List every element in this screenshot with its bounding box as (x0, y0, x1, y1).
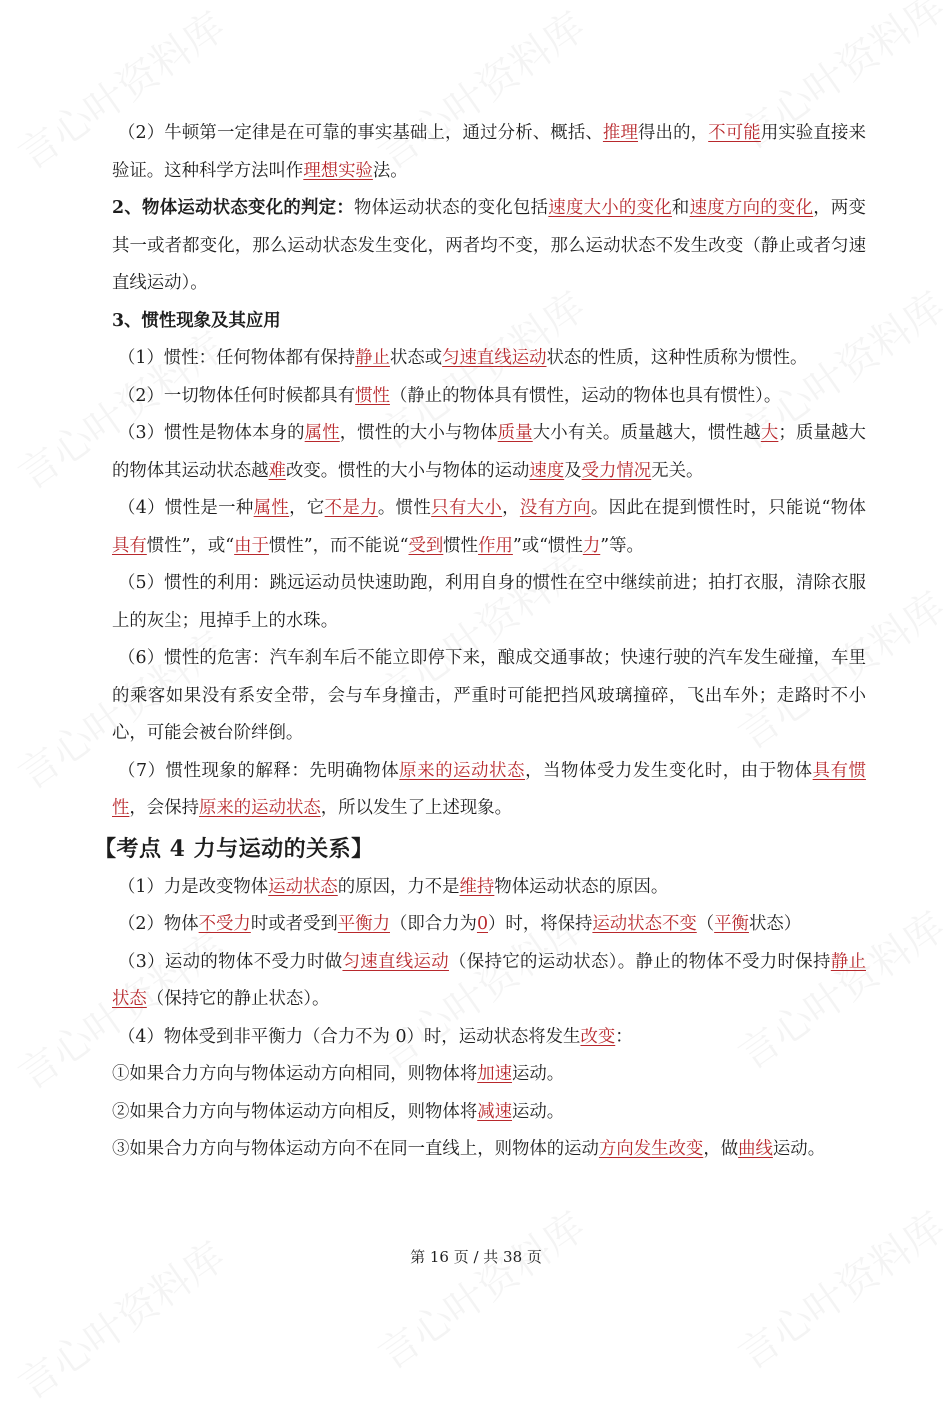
key-term: 不受力 (198, 914, 251, 934)
paragraph (112, 378, 866, 416)
text-run: ）时，将保持 (488, 914, 593, 934)
text-run: （2）物体 (118, 914, 199, 934)
text-run: 和 (671, 198, 690, 218)
key-term: 受力情况 (581, 460, 652, 481)
key-term: 具有惯性 (112, 760, 866, 818)
text-run: 。惯性 (377, 498, 432, 518)
paragraph (112, 190, 866, 303)
key-term: 速度大小的变化 (548, 198, 672, 218)
paragraph (112, 565, 866, 640)
text-run: ，做 (703, 1139, 739, 1159)
paragraph (112, 115, 866, 190)
section-heading (94, 834, 866, 864)
paragraph (112, 1056, 866, 1094)
text-run: 大小有关。质量越大，惯性越 (532, 423, 761, 443)
text-run: 运动。 (772, 1139, 826, 1159)
text-run: （保持它的运动状态）。静止的物体不受力时保持 (448, 951, 831, 972)
key-term: 速度 (529, 460, 565, 481)
watermark-text (365, 1196, 594, 1380)
text-run: 状态或 (389, 348, 443, 368)
key-term: 难 (268, 460, 286, 481)
text-run: 【考点 4 力与运动的关系】 (94, 835, 374, 862)
text-run: 3、惯性现象及其应用 (112, 310, 281, 331)
key-term: 平衡 (714, 914, 749, 934)
key-term: 匀速直线运动 (442, 348, 547, 368)
watermark-text (725, 1196, 952, 1380)
text-run: ，惯性的大小与物体 (339, 423, 498, 443)
key-term: 受到 (408, 535, 444, 556)
text-run: ，会保持 (129, 798, 199, 818)
key-term: 属性 (253, 498, 290, 518)
text-run: 状态的性质，这种性质称为惯性。 (546, 348, 808, 368)
text-run: ②如果合力方向与物体运动方向相反，则物体将 (112, 1101, 478, 1122)
key-term: 具有 (112, 535, 147, 556)
key-term: 维持 (459, 876, 495, 897)
paragraph (112, 906, 866, 944)
text-run: ，所以发生了上述现象。 (320, 798, 513, 818)
text-run: ， (502, 498, 520, 518)
key-term: 惯性 (355, 385, 390, 406)
text-run: 得出的， (638, 123, 709, 143)
paragraph (112, 340, 866, 378)
text-run: ③如果合力方向与物体运动方向不在同一直线上，则物体的运动 (112, 1139, 599, 1159)
text-run: 。因此在提到惯性时，只能说“物体 (590, 498, 866, 518)
text-run: 无关。 (651, 460, 704, 481)
text-run: 改变。惯性的大小与物体的运动 (285, 460, 530, 481)
key-term: 不可能 (708, 123, 761, 143)
key-term: 静止 (355, 348, 390, 368)
paragraph (112, 415, 866, 490)
text-run: ①如果合力方向与物体运动方向相同，则物体将 (112, 1064, 478, 1084)
text-run: （保持它的静止状态）。 (146, 989, 330, 1009)
text-run: （5）惯性的利用：跳远运动员快速助跑，利用自身的惯性在空中继续前进；拍打衣服，清除衣服上的灰尘；甩掉手上的水珠。 (112, 573, 866, 631)
key-term: 理想实验 (303, 160, 373, 181)
key-term: 静止状态 (112, 951, 866, 1009)
text-run: ，它 (289, 498, 325, 518)
text-run: （2）一切物体任何时候都具有 (118, 385, 356, 406)
text-run: ”等。 (600, 535, 644, 556)
text-run: 及 (564, 460, 582, 481)
paragraph (112, 1094, 866, 1132)
text-run: 的原因，力不是 (337, 876, 460, 897)
key-term: 推理 (602, 123, 639, 143)
key-term: 匀速直线运动 (342, 951, 449, 972)
key-term: 运动状态 (268, 876, 338, 897)
text-run: 时或者受到 (250, 914, 338, 934)
key-term: 质量 (497, 423, 533, 443)
text-run: （4）惯性是一种 (118, 498, 254, 518)
key-term: 大 (760, 423, 779, 443)
key-term: 运动状态不变 (592, 914, 697, 934)
text-run: 法。 (372, 160, 408, 181)
key-term: 速度方向的变化 (689, 198, 814, 218)
text-run: 惯性 (443, 535, 479, 556)
text-run: ： (615, 1026, 633, 1047)
text-run: 物体运动状态的原因。 (494, 876, 669, 897)
text-run: ，两变其一或者都变化，那么运动状态发生变化，两者均不变，那么运动状态不发生改变（静止或者匀速直线运动）。 (112, 198, 866, 293)
text-run: ；质量越大的物体其运动状态越 (112, 423, 866, 481)
text-run: （3）惯性是物体本身的 (118, 423, 305, 443)
paragraph (112, 1019, 866, 1057)
text-run: ”或“惯性 (512, 535, 583, 556)
key-term: 原来的运动状态 (198, 798, 321, 818)
paragraph (112, 869, 866, 907)
paragraph (112, 753, 866, 828)
text-run: （4）物体受到非平衡力（合力不为 0）时，运动状态将发生 (118, 1026, 581, 1047)
text-run: （静止的物体具有惯性，运动的物体也具有惯性）。 (389, 385, 782, 406)
heading-text: 2、物体运动状态变化的判定： (112, 198, 354, 218)
text-run: （7）惯性现象的解释：先明确物体 (118, 760, 400, 781)
subsection-heading (112, 303, 866, 341)
text-run: （1）力是改变物体 (118, 876, 269, 897)
key-term: 平衡力 (337, 914, 390, 934)
page-footer: 第 16 页 / 共 38 页 (410, 1248, 542, 1266)
paragraph (112, 640, 866, 753)
text-run: 物体运动状态的变化包括 (353, 198, 549, 218)
key-term: 方向发生改变 (598, 1139, 704, 1159)
key-term: 不是力 (324, 498, 378, 518)
key-term: 0 (476, 914, 489, 934)
key-term: 加速 (477, 1064, 513, 1084)
paragraph (112, 1131, 866, 1169)
paragraph (112, 490, 866, 565)
text-run: （2）牛顿第一定律是在可靠的事实基础上，通过分析、概括、 (118, 123, 603, 143)
text-run: 状态） (748, 914, 802, 934)
key-term: 力 (582, 535, 601, 556)
text-run: 惯性”，或“ (146, 535, 235, 556)
key-term: 曲线 (738, 1139, 773, 1159)
text-run: （6）惯性的危害：汽车刹车后不能立即停下来，酿成交通事故；快速行驶的汽车发生碰撞，车里的乘客如果没有系安全带，会与车身撞击，严重时可能把挡风玻璃撞碎，飞出车外；走路时不小心，可能会被台阶绊倒。 (112, 648, 866, 743)
key-term: 由于 (234, 535, 269, 556)
key-term: 没有方向 (519, 498, 591, 518)
text-run: （即合力为 (389, 914, 477, 934)
text-run: 用实验直接来验证。这种科学方法叫作 (112, 123, 866, 181)
document-body (94, 115, 866, 1169)
paragraph (112, 944, 866, 1019)
text-run: ，当物体受力发生变化时，由于物体 (525, 760, 813, 781)
text-run: 惯性”，而不能说“ (268, 535, 409, 556)
key-term: 只有大小 (431, 498, 503, 518)
text-run: （ (696, 914, 715, 934)
text-run: （1）惯性：任何物体都有保持 (118, 348, 356, 368)
text-run: 运动。 (512, 1101, 565, 1122)
key-term: 作用 (478, 535, 513, 556)
key-term: 改变 (580, 1026, 616, 1047)
text-run: （3）运动的物体不受力时做 (118, 951, 343, 972)
key-term: 属性 (304, 423, 340, 443)
text-run: 运动。 (512, 1064, 565, 1084)
key-term: 原来的运动状态 (399, 760, 526, 781)
key-term: 减速 (477, 1101, 513, 1122)
